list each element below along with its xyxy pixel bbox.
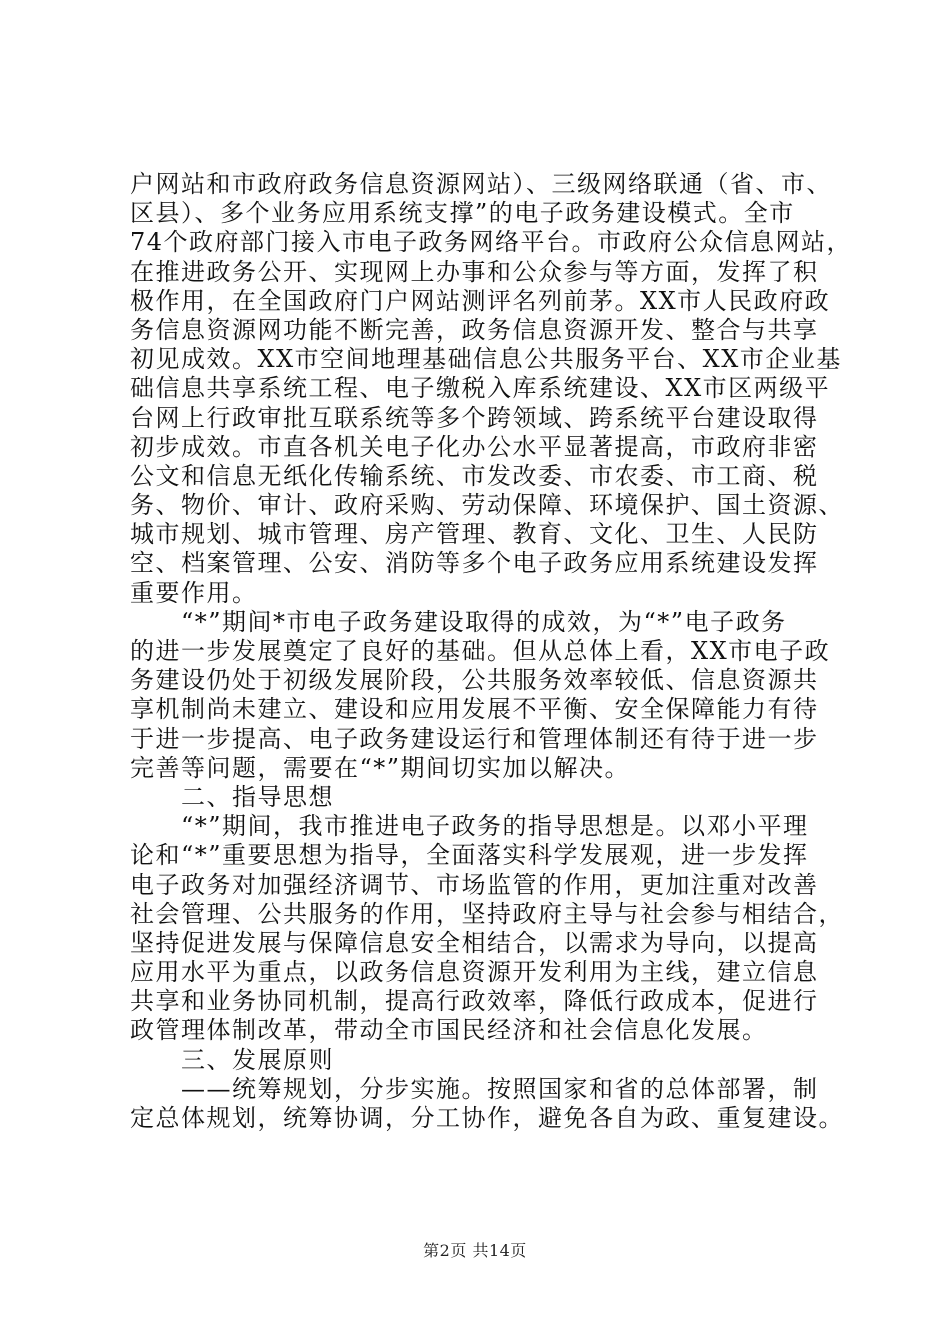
text-line: 在推进政务公开、实现网上办事和公众参与等方面，发挥了积 xyxy=(130,257,819,286)
text-line: 政管理体制改革，带动全市国民经济和社会信息化发展。 xyxy=(130,1016,768,1045)
text-line: 区县）、多个业务应用系统支撑”的电子政务建设模式。全市 xyxy=(130,199,795,228)
text-line: 户网站和市政府政务信息资源网站）、三级网络联通（省、市、 xyxy=(130,170,832,198)
text-line: 享机制尚未建立、建设和应用发展不平衡、安全保障能力有待 xyxy=(130,695,819,724)
text-line: 于进一步提高、电子政务建设运行和管理体制还有待于进一步 xyxy=(130,724,819,753)
text-line: 定总体规划，统筹协调，分工协作，避免各自为政、重复建设。 xyxy=(130,1104,844,1132)
text-line: 务、物价、审计、政府采购、劳动保障、环境保护、国土资源、 xyxy=(130,491,844,520)
text-line: 空、档案管理、公安、消防等多个电子政务应用系统建设发挥 xyxy=(130,549,819,578)
text-line: 的进一步发展奠定了良好的基础。但从总体上看，XX市电子政 xyxy=(130,637,831,665)
text-line: 初见成效。XX市空间地理基础信息公共服务平台、XX市企业基 xyxy=(130,345,842,374)
text-line: 务信息资源网功能不断完善，政务信息资源开发、整合与共享 xyxy=(130,315,819,344)
page-number-footer: 第2页 共14页 xyxy=(423,1241,527,1260)
text-line: 础信息共享系统工程、电子缴税入库系统建设、XX市区两级平 xyxy=(130,374,831,403)
text-line: 应用水平为重点，以政务信息资源开发利用为主线，建立信息 xyxy=(130,958,819,987)
text-line: 重要作用。 xyxy=(130,578,258,607)
text-line: 74个政府部门接入市电子政务网络平台。市政府公众信息网站， xyxy=(130,228,853,257)
text-line: 台网上行政审批互联系统等多个跨领域、跨系统平台建设取得 xyxy=(130,403,819,432)
text-line: 务建设仍处于初级发展阶段，公共服务效率较低、信息资源共 xyxy=(130,666,819,695)
text-line: 极作用，在全国政府门户网站测评名列前茅。XX市人民政府政 xyxy=(130,286,831,315)
section-heading-development-principles: 三、发展原则 xyxy=(130,1045,334,1074)
paragraph-first-line: ——统筹规划，分步实施。按照国家和省的总体部署，制 xyxy=(130,1074,819,1103)
section-heading-guiding-ideology: 二、指导思想 xyxy=(130,782,334,811)
text-line: 社会管理、公共服务的作用，坚持政府主导与社会参与相结合， xyxy=(130,899,844,928)
text-line: 公文和信息无纸化传输系统、市发改委、市农委、市工商、税 xyxy=(130,461,819,490)
paragraph-first-line: “*”期间*市电子政务建设取得的成效，为“*”电子政务 xyxy=(130,607,787,636)
text-line: 初步成效。市直各机关电子化办公水平显著提高，市政府非密 xyxy=(130,432,819,461)
text-line: 论和“*”重要思想为指导，全面落实科学发展观，进一步发挥 xyxy=(130,841,809,870)
text-line: 坚持促进发展与保障信息安全相结合，以需求为导向，以提高 xyxy=(130,928,819,957)
text-line: 完善等问题，需要在“*”期间切实加以解决。 xyxy=(130,753,631,782)
text-line: 电子政务对加强经济调节、市场监管的作用，更加注重对改善 xyxy=(130,870,819,899)
text-line: 城市规划、城市管理、房产管理、教育、文化、卫生、人民防 xyxy=(130,520,819,549)
paragraph-first-line: “*”期间，我市推进电子政务的指导思想是。以邓小平理 xyxy=(130,812,809,841)
body-text xyxy=(130,170,853,1133)
text-line: 共享和业务协同机制，提高行政效率，降低行政成本，促进行 xyxy=(130,987,819,1016)
